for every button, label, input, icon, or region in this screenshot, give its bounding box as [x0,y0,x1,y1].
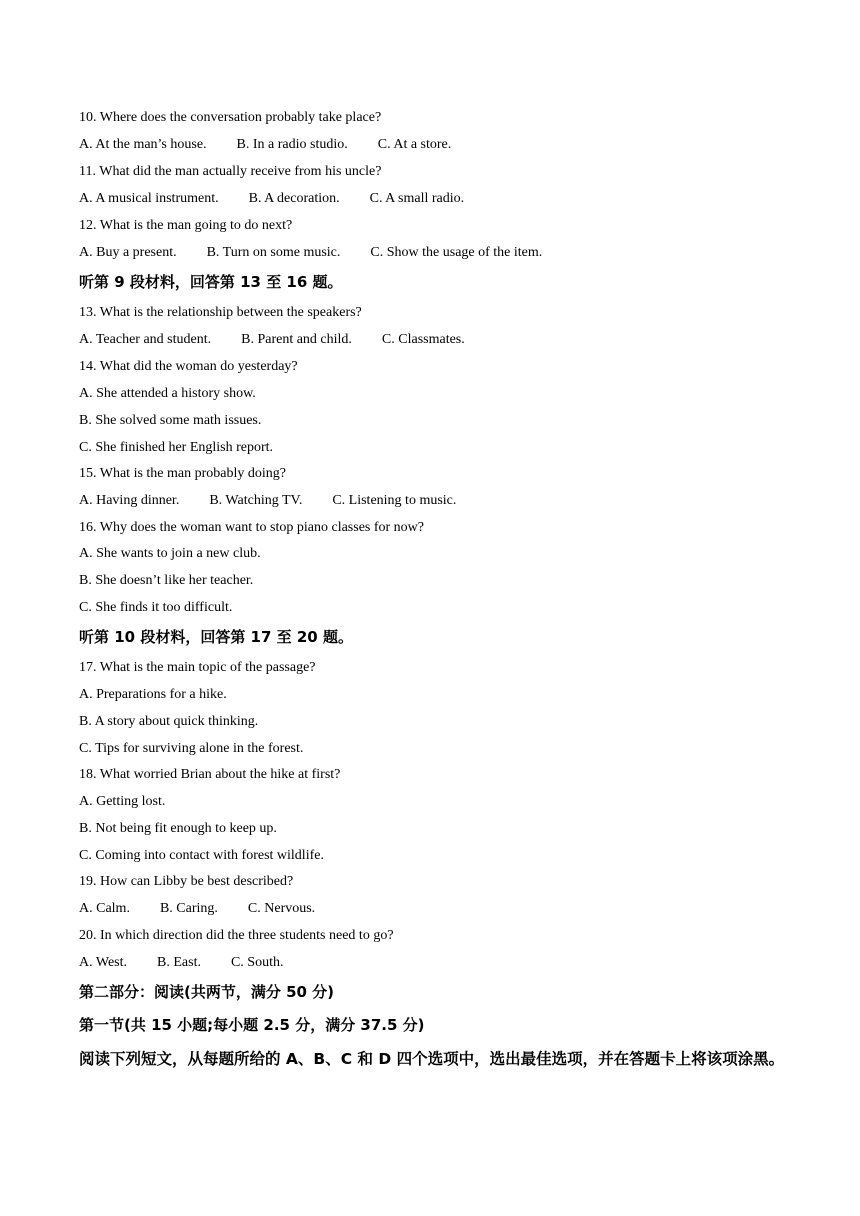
option-15-c: C. Listening to music. [332,493,457,508]
option-19-b: B. Caring. [159,901,218,916]
question-11: 11. What did the man actually receive from his uncle? [79,164,382,179]
question-17: 17. What is the main topic of the passage? [79,660,316,675]
option-19-c: C. Nervous. [247,901,316,916]
question-12: 12. What is the man going to do next? [79,218,293,233]
option-10-a: A. At the man’s house. [79,137,207,152]
section-1-heading: 第一节(共 15 小题;每小题 2.5 分，满分 37.5 分) [79,1016,425,1034]
question-15: 15. What is the man probably doing? [79,466,286,481]
question-16: 16. Why does the woman want to stop piano classes for now? [79,520,425,535]
reading-instruction: 阅读下列短文，从每题所给的 A、B、C 和 D 四个选项中，选出最佳选项，并在答题卡上将该项涂黑。 [79,1050,785,1068]
option-11-a: A. A musical instrument. [79,191,219,206]
option-14-a: A. She attended a history show. [79,386,256,401]
option-12-c: C. Show the usage of the item. [370,245,543,260]
option-18-c: C. Coming into contact with forest wildlife. [79,848,324,863]
options-20 [79,954,283,972]
option-11-c: C. A small radio. [369,191,465,206]
option-20-c: C. South. [230,955,284,970]
option-15-b: B. Watching TV. [209,493,303,508]
option-13-b: B. Parent and child. [241,332,352,347]
options-13 [79,331,465,349]
option-17-a: A. Preparations for a hike. [79,687,227,702]
section-10-heading: 听第 10 段材料，回答第 17 至 20 题。 [79,628,353,646]
option-14-b: B. She solved some math issues. [79,413,262,428]
option-18-b: B. Not being fit enough to keep up. [79,821,277,836]
options-10 [79,136,451,154]
option-12-a: A. Buy a present. [79,245,177,260]
option-11-b: B. A decoration. [248,191,340,206]
option-10-b: B. In a radio studio. [236,137,348,152]
options-12 [79,244,542,262]
option-16-c: C. She finds it too difficult. [79,600,233,615]
option-17-c: C. Tips for surviving alone in the forest. [79,741,304,756]
question-13: 13. What is the relationship between the speakers? [79,305,362,320]
option-16-a: A. She wants to join a new club. [79,546,261,561]
section-9-heading: 听第 9 段材料，回答第 13 至 16 题。 [79,273,343,291]
option-20-a: A. West. [79,955,128,970]
option-13-a: A. Teacher and student. [79,332,212,347]
option-10-c: C. At a store. [377,137,452,152]
option-17-b: B. A story about quick thinking. [79,714,259,729]
option-15-a: A. Having dinner. [79,493,180,508]
question-19: 19. How can Libby be best described? [79,874,294,889]
option-12-b: B. Turn on some music. [206,245,341,260]
part-2-heading: 第二部分：阅读(共两节，满分 50 分) [79,983,335,1001]
option-19-a: A. Calm. [79,901,130,916]
options-19 [79,900,315,918]
question-18: 18. What worried Brian about the hike at first? [79,767,341,782]
option-18-a: A. Getting lost. [79,794,166,809]
option-13-c: C. Classmates. [381,332,465,347]
options-15 [79,492,456,510]
option-20-b: B. East. [157,955,201,970]
options-11 [79,190,464,208]
question-20: 20. In which direction did the three students need to go? [79,928,394,943]
option-14-c: C. She finished her English report. [79,440,274,455]
question-14: 14. What did the woman do yesterday? [79,359,298,374]
question-10: 10. Where does the conversation probably take place? [79,110,382,125]
option-16-b: B. She doesn’t like her teacher. [79,573,254,588]
